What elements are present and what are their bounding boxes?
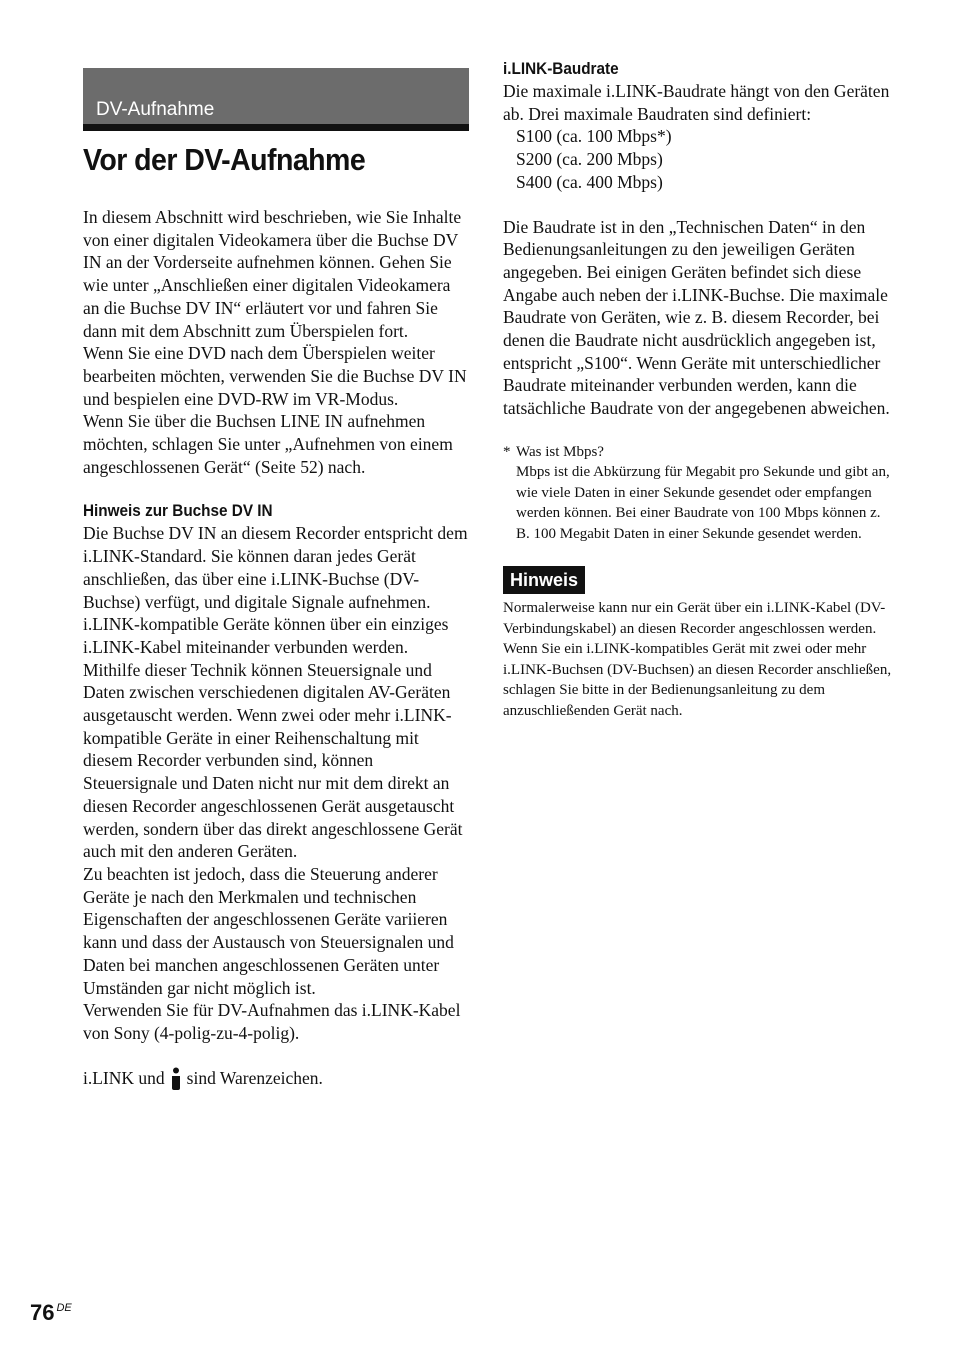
page-number-suffix: DE <box>56 1302 72 1314</box>
page-number-value: 76 <box>30 1300 55 1325</box>
footnote-marker: * <box>503 443 511 460</box>
trademark-line <box>83 1067 469 1091</box>
intro-paragraph: Wenn Sie eine DVD nach dem Überspielen weiter bearbeiten möchten, verwenden Sie die Buchse DV IN und bespielen eine DVD-RW im VR-Modus. <box>83 343 467 409</box>
dvin-paragraph: Verwenden Sie für DV-Aufnahmen das i.LINK-Kabel von Sony (4-polig-zu-4-polig). <box>83 1000 461 1043</box>
dvin-paragraph: Zu beachten ist jedoch, dass die Steuerung anderer Geräte je nach den Merkmalen und technischen Eigenschaften der angeschlossenen Geräte variieren kann und dass der Austausch von Steuersignalen und Daten bei manchen angeschlossenen Geräten unter Umständen gar nicht möglich ist. <box>83 863 454 998</box>
section-title: DV-Aufnahme <box>96 99 215 120</box>
page-title: Vor der DV-Aufnahme <box>83 142 366 177</box>
footnote-question: Was ist Mbps? <box>516 443 604 460</box>
dvin-text <box>83 522 469 1044</box>
intro-text <box>83 206 469 478</box>
note-label: Hinweis <box>503 566 585 594</box>
note-text: Normalerweise kann nur ein Gerät über ein i.LINK-Kabel (DV-Verbindungskabel) an diesen Recorder angeschlossen werden. Wenn Sie ein i.LINK-kompatibles Gerät mit zwei oder mehr i.LINK-Buchsen (DV-Buchsen) an diesen Recorder anschließen, schlagen Sie bitte in der Bedienungsanleitung zu dem anzuschließenden Gerät nach. <box>503 600 892 719</box>
intro-paragraph: Wenn Sie über die Buchsen LINE IN aufnehmen möchten, schlagen Sie unter „Aufnehmen von einem angeschlossenen Gerät“ (Seite 52) nach. <box>83 411 453 477</box>
dvin-paragraph: Die Buchse DV IN an diesem Recorder entspricht dem i.LINK-Standard. Sie können daran jedes Gerät anschließen, das über eine i.LINK-Buchse (DV-Buchse) verfügt, und digitale Signale aufnehmen. <box>83 523 468 612</box>
right-column <box>503 58 895 721</box>
baudrate-intro: Die maximale i.LINK-Baudrate hängt von den Geräten ab. Drei maximale Baudraten sind definiert: <box>503 81 890 124</box>
baudrate-list <box>503 125 895 193</box>
baudrate-body: Die Baudrate ist in den „Technischen Daten“ in den Bedienungsanleitungen zu den jeweiligen Geräten angegeben. Bei einigen Geräten befindet sich diese Angabe auch neben der i.LINK-Buchse. Die maximale Baudrate von Geräten, wie z. B. diesem Recorder, bei denen die Baudrate nicht ausdrücklich angegeben ist, entspricht „S100“. Wenn Geräte mit unterschiedlicher Baudrate miteinander verbunden werden, kann die tatsächliche Baudrate von der angegebenen abweichen. <box>503 216 890 419</box>
page-number <box>30 1300 72 1326</box>
ilink-logo-icon <box>171 1067 181 1091</box>
left-column <box>83 68 469 1091</box>
dvin-heading: Hinweis zur Buchse DV IN <box>83 501 273 521</box>
baudrate-item: S400 (ca. 400 Mbps) <box>516 171 663 192</box>
trademark-text-before: i.LINK und <box>83 1068 165 1089</box>
footnote-question-line <box>503 442 895 463</box>
trademark-text-after: sind Warenzeichen. <box>186 1068 323 1089</box>
dvin-paragraph: i.LINK-kompatible Geräte können über ein einziges i.LINK-Kabel miteinander verbunden werden. Mithilfe dieser Technik können Steuersignale und Daten zwischen verschiedenen digitalen AV-Geräten ausgetauscht werden. Wenn zwei oder mehr i.LINK-kompatible Geräte in einer Reihenschaltung mit diesem Recorder verbunden sind, können Steuersignale und Daten nicht nur mit dem direkt an diesen Recorder angeschlossenen Gerät ausgetauscht werden, sondern über das direkt angeschlossene Gerät auch mit den anderen Geräten. <box>83 614 463 862</box>
footnote <box>503 442 895 545</box>
baudrate-heading: i.LINK-Baudrate <box>503 59 619 78</box>
intro-paragraph: In diesem Abschnitt wird beschrieben, wie Sie Inhalte von einer digitalen Videokamera über die Buchse DV IN an der Vorderseite aufnehmen können. Gehen Sie wie unter „Anschließen einer digitalen Videokamera an die Buchse DV IN“ erläutert vor und fahren Sie dann mit dem Abschnitt zum Überspielen fort. <box>83 207 462 341</box>
baudrate-item: S100 (ca. 100 Mbps*) <box>516 126 672 147</box>
baudrate-text <box>503 80 895 420</box>
section-header-bar <box>83 68 469 131</box>
footnote-answer: Mbps ist die Abkürzung für Megabit pro Sekunde und gibt an, wie viele Daten in einer Sekunde gesendet oder empfangen werden können. Bei einer Baudrate von 100 Mbps können z. B. 100 Megabit Daten in einer Sekunde gesendet werden. <box>516 464 890 542</box>
baudrate-item: S200 (ca. 200 Mbps) <box>516 149 663 170</box>
